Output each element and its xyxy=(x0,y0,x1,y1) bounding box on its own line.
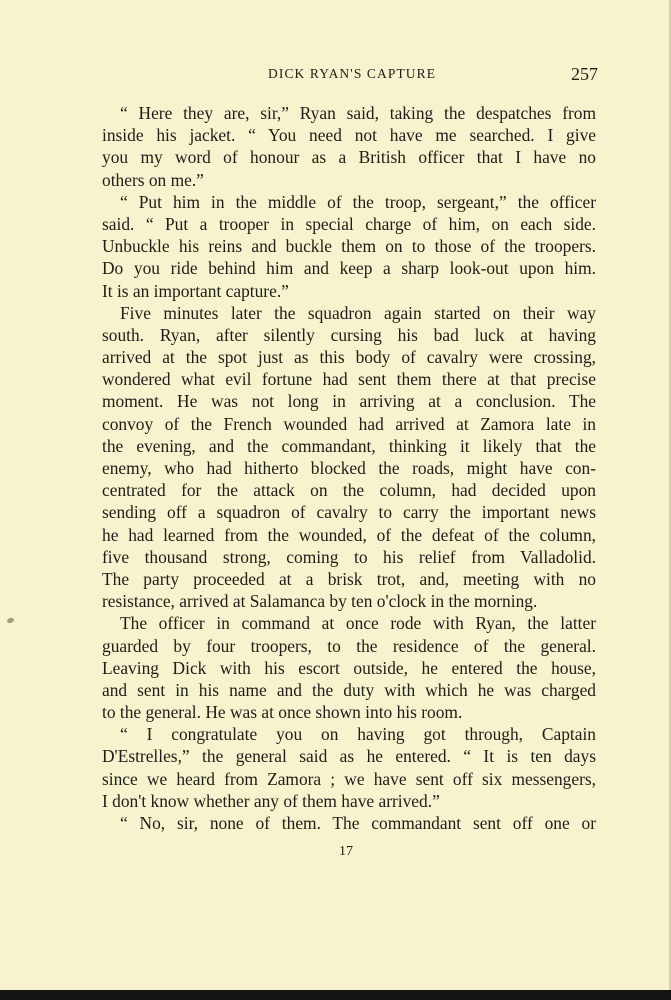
text-line: It is an important capture.” xyxy=(102,280,289,301)
body-text xyxy=(102,102,596,834)
paragraph-6 xyxy=(102,812,596,834)
text-line: “ No, sir, none of them. The commandant sent off one or xyxy=(120,813,596,833)
paragraph-1 xyxy=(102,102,596,191)
text-line: said. “ Put a trooper in special charge of him, on each side. xyxy=(102,213,596,234)
text-line: Five minutes later the squadron again started on their way xyxy=(120,302,596,323)
text-line: since we heard from Zamora ; we have sent off six messengers, xyxy=(102,768,596,789)
paragraph-5 xyxy=(102,723,596,812)
page-number: 257 xyxy=(571,64,598,84)
text-line: convoy of the French wounded had arrived at Zamora late in xyxy=(102,413,596,434)
text-line: he had learned from the wounded, of the defeat of the column, xyxy=(102,524,596,545)
text-line: sending off a squadron of cavalry to carry the important news xyxy=(102,502,596,523)
margin-spot xyxy=(6,617,14,624)
text-line: you my word of honour as a British officer that I have no xyxy=(102,147,596,168)
text-line: guarded by four troopers, to the residence of the general. xyxy=(102,635,596,656)
text-line: Do you ride behind him and keep a sharp look-out upon him. xyxy=(102,258,596,279)
text-line: “ Here they are, sir,” Ryan said, taking the despatches from xyxy=(120,103,596,123)
text-line: centrated for the attack on the column, had decided upon xyxy=(102,480,596,501)
text-line: south. Ryan, after silently cursing his bad luck at having xyxy=(102,324,596,345)
paragraph-3 xyxy=(102,302,596,613)
paragraph-2 xyxy=(102,191,596,302)
text-line: Leaving Dick with his escort outside, he entered the house, xyxy=(102,657,596,678)
text-line: The officer in command at once rode with Ryan, the latter xyxy=(120,613,596,634)
text-line: the evening, and the commandant, thinking it likely that the xyxy=(102,435,596,456)
text-line: resistance, arrived at Salamanca by ten o'clock in the morning. xyxy=(102,591,538,612)
text-line: I don't know whether any of them have arrived.” xyxy=(102,790,440,811)
text-line: wondered what evil fortune had sent them there at that precise xyxy=(102,369,596,390)
scan-bottom-border xyxy=(0,990,671,1000)
text-line: inside his jacket. “ You need not have me searched. I give xyxy=(102,125,596,146)
text-line: to the general. He was at once shown into his room. xyxy=(102,702,463,723)
text-line: “ I congratulate you on having got through, Captain xyxy=(120,724,596,745)
text-line: Unbuckle his reins and buckle them on to those of the troopers. xyxy=(102,236,596,257)
text-line: The party proceeded at a brisk trot, and, meeting with no xyxy=(102,568,596,589)
running-head xyxy=(102,64,598,84)
text-line: arrived at the spot just as this body of cavalry were crossing, xyxy=(102,347,596,368)
running-title: DICK RYAN'S CAPTURE xyxy=(268,66,437,81)
text-line: “ Put him in the middle of the troop, sergeant,” the officer xyxy=(120,191,596,212)
text-line: enemy, who had hitherto blocked the roads, might have con- xyxy=(102,458,596,478)
text-line: moment. He was not long in arriving at a conclusion. The xyxy=(102,391,596,412)
signature-mark: 17 xyxy=(339,844,353,859)
text-line: and sent in his name and the duty with which he was charged xyxy=(102,679,596,700)
paragraph-4 xyxy=(102,612,596,723)
text-line: D'Estrelles,” the general said as he entered. “ It is ten days xyxy=(102,746,596,767)
text-line: others on me.” xyxy=(102,169,204,190)
text-line: five thousand strong, coming to his relief from Valladolid. xyxy=(102,546,596,567)
